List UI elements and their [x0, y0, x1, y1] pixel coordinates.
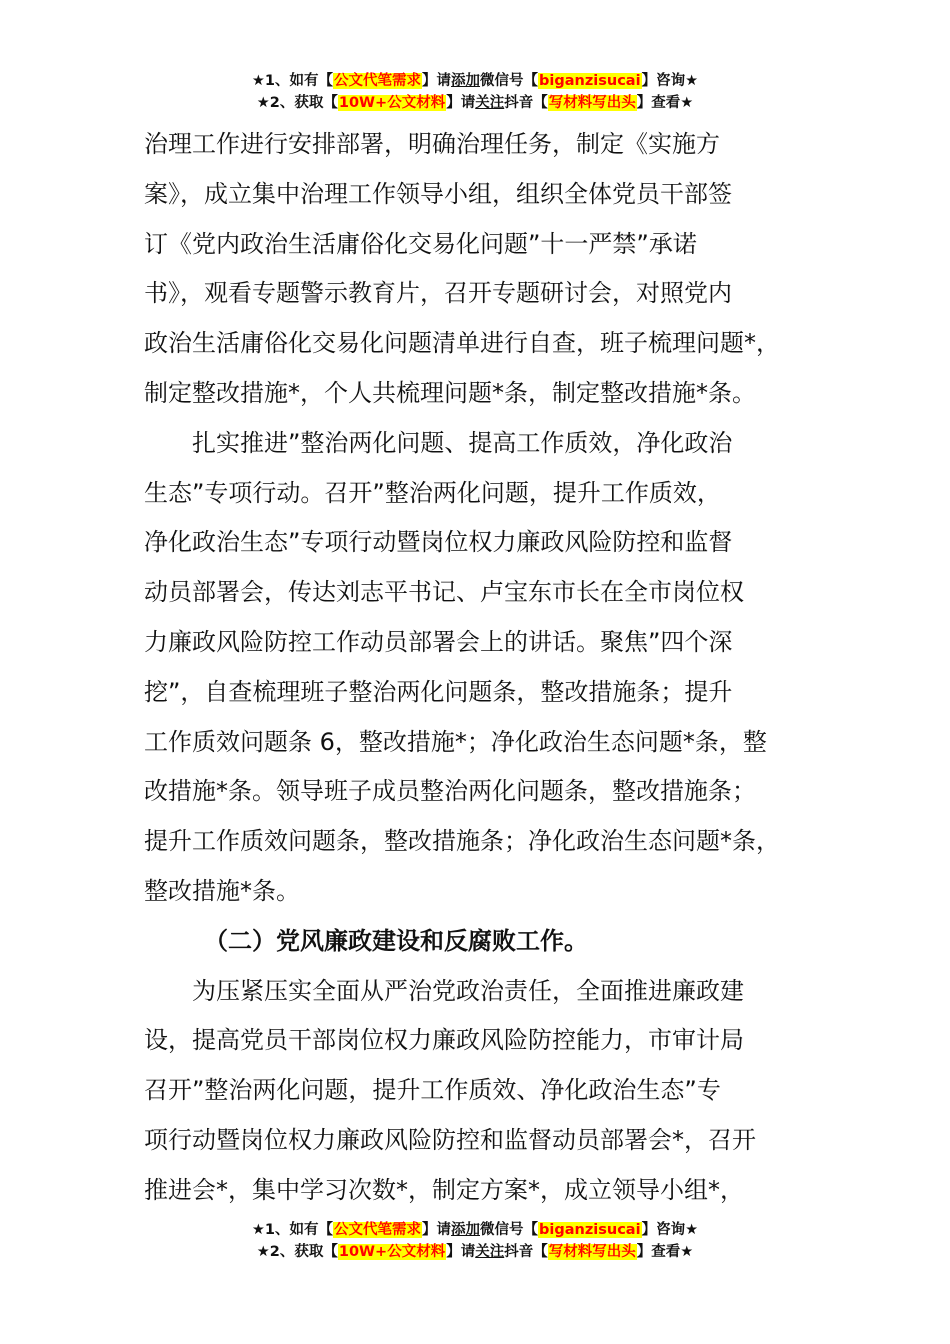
promo-highlight: 写材料写出头 [548, 1244, 636, 1260]
promo-highlight: 10W+公文材料 [338, 95, 446, 111]
promo-highlight: biganzisucai [539, 73, 641, 89]
promo-text: ★2、获取【 [256, 1244, 338, 1260]
text-line: 改措施*条。领导班子成员整治两化问题条，整改措施条； [144, 777, 756, 806]
text-line: 治理工作进行安排部署，明确治理任务，制定《实施方 [144, 130, 720, 158]
promo-underlined: 关注 [475, 1244, 505, 1260]
promo-highlight: biganzisucai [539, 1222, 641, 1238]
text-line: 政治生活庸俗化交易化问题清单进行自查，班子梳理问题*， [144, 329, 780, 358]
text-line: 推进会*，集中学习次数*，制定方案*，成立领导小组*， [144, 1175, 744, 1204]
promo-text: 抖音【 [504, 1244, 548, 1260]
text-line: 订《党内政治生活庸俗化交易化问题”十一严禁”承诺 [144, 229, 697, 258]
promo-text: ★1、如有【 [251, 73, 334, 89]
promo-text: 】咨询★ [641, 1222, 699, 1238]
promo-line-1 [0, 1219, 950, 1241]
promo-underlined: 关注 [475, 95, 505, 111]
promo-text: ★2、获取【 [256, 95, 338, 111]
text-line: 设，提高党员干部岗位权力廉政风险防控能力，市审计局 [144, 1026, 744, 1055]
text-line: 书》，观看专题警示教育片，召开专题研讨会，对照党内 [144, 279, 732, 308]
promo-underlined: 添加 [451, 73, 481, 89]
promo-line-2 [0, 92, 950, 114]
section-heading: （二）党风廉政建设和反腐败工作。 [204, 926, 588, 955]
top-promo-banner [0, 70, 950, 114]
text-line: 动员部署会，传达刘志平书记、卢宝东市长在全市岗位权 [144, 578, 744, 607]
promo-line-1 [0, 70, 950, 92]
promo-highlight: 10W+公文材料 [338, 1244, 446, 1260]
promo-underlined: 添加 [451, 1222, 481, 1238]
text-line: 召开”整治两化问题，提升工作质效、净化政治生态”专 [144, 1076, 721, 1105]
promo-text: ★1、如有【 [251, 1222, 334, 1238]
paragraph-start-line: 扎实推进”整治两化问题、提高工作质效，净化政治 [192, 428, 733, 457]
text-line: 生态”专项行动。召开”整治两化问题，提升工作质效， [144, 478, 721, 507]
promo-text: 微信号【 [480, 73, 539, 89]
promo-highlight: 写材料写出头 [548, 95, 636, 111]
promo-highlight: 公文代笔需求 [334, 73, 422, 89]
promo-text: 】请 [446, 95, 476, 111]
text-line: 工作质效问题条 6，整改措施*；净化政治生态问题*条，整 [144, 727, 767, 756]
promo-text: 】请 [422, 73, 452, 89]
promo-text: 】请 [422, 1222, 452, 1238]
text-line: 制定整改措施*，个人共梳理问题*条，制定整改措施*条。 [144, 378, 756, 407]
text-line: 整改措施*条。 [144, 876, 300, 905]
promo-text: 抖音【 [504, 95, 548, 111]
text-line: 案》，成立集中治理工作领导小组，组织全体党员干部签 [144, 179, 732, 208]
text-line: 挖”，自查梳理班子整治两化问题条，整改措施条；提升 [144, 677, 733, 706]
text-line: 净化政治生态”专项行动暨岗位权力廉政风险防控和监督 [144, 528, 733, 557]
text-line: 提升工作质效问题条，整改措施条；净化政治生态问题*条， [144, 827, 780, 856]
bottom-promo-banner [0, 1219, 950, 1263]
text-line: 项行动暨岗位权力廉政风险防控和监督动员部署会*，召开 [144, 1125, 756, 1154]
promo-text: 】请 [446, 1244, 476, 1260]
promo-text: 】查看★ [636, 95, 694, 111]
document-body [144, 120, 834, 1216]
promo-line-2 [0, 1241, 950, 1263]
promo-text: 微信号【 [480, 1222, 539, 1238]
paragraph-start-line: 为压紧压实全面从严治党政治责任，全面推进廉政建 [192, 976, 744, 1005]
promo-text: 】查看★ [636, 1244, 694, 1260]
promo-text: 】咨询★ [641, 73, 699, 89]
promo-highlight: 公文代笔需求 [334, 1222, 422, 1238]
text-line: 力廉政风险防控工作动员部署会上的讲话。聚焦”四个深 [144, 627, 733, 656]
